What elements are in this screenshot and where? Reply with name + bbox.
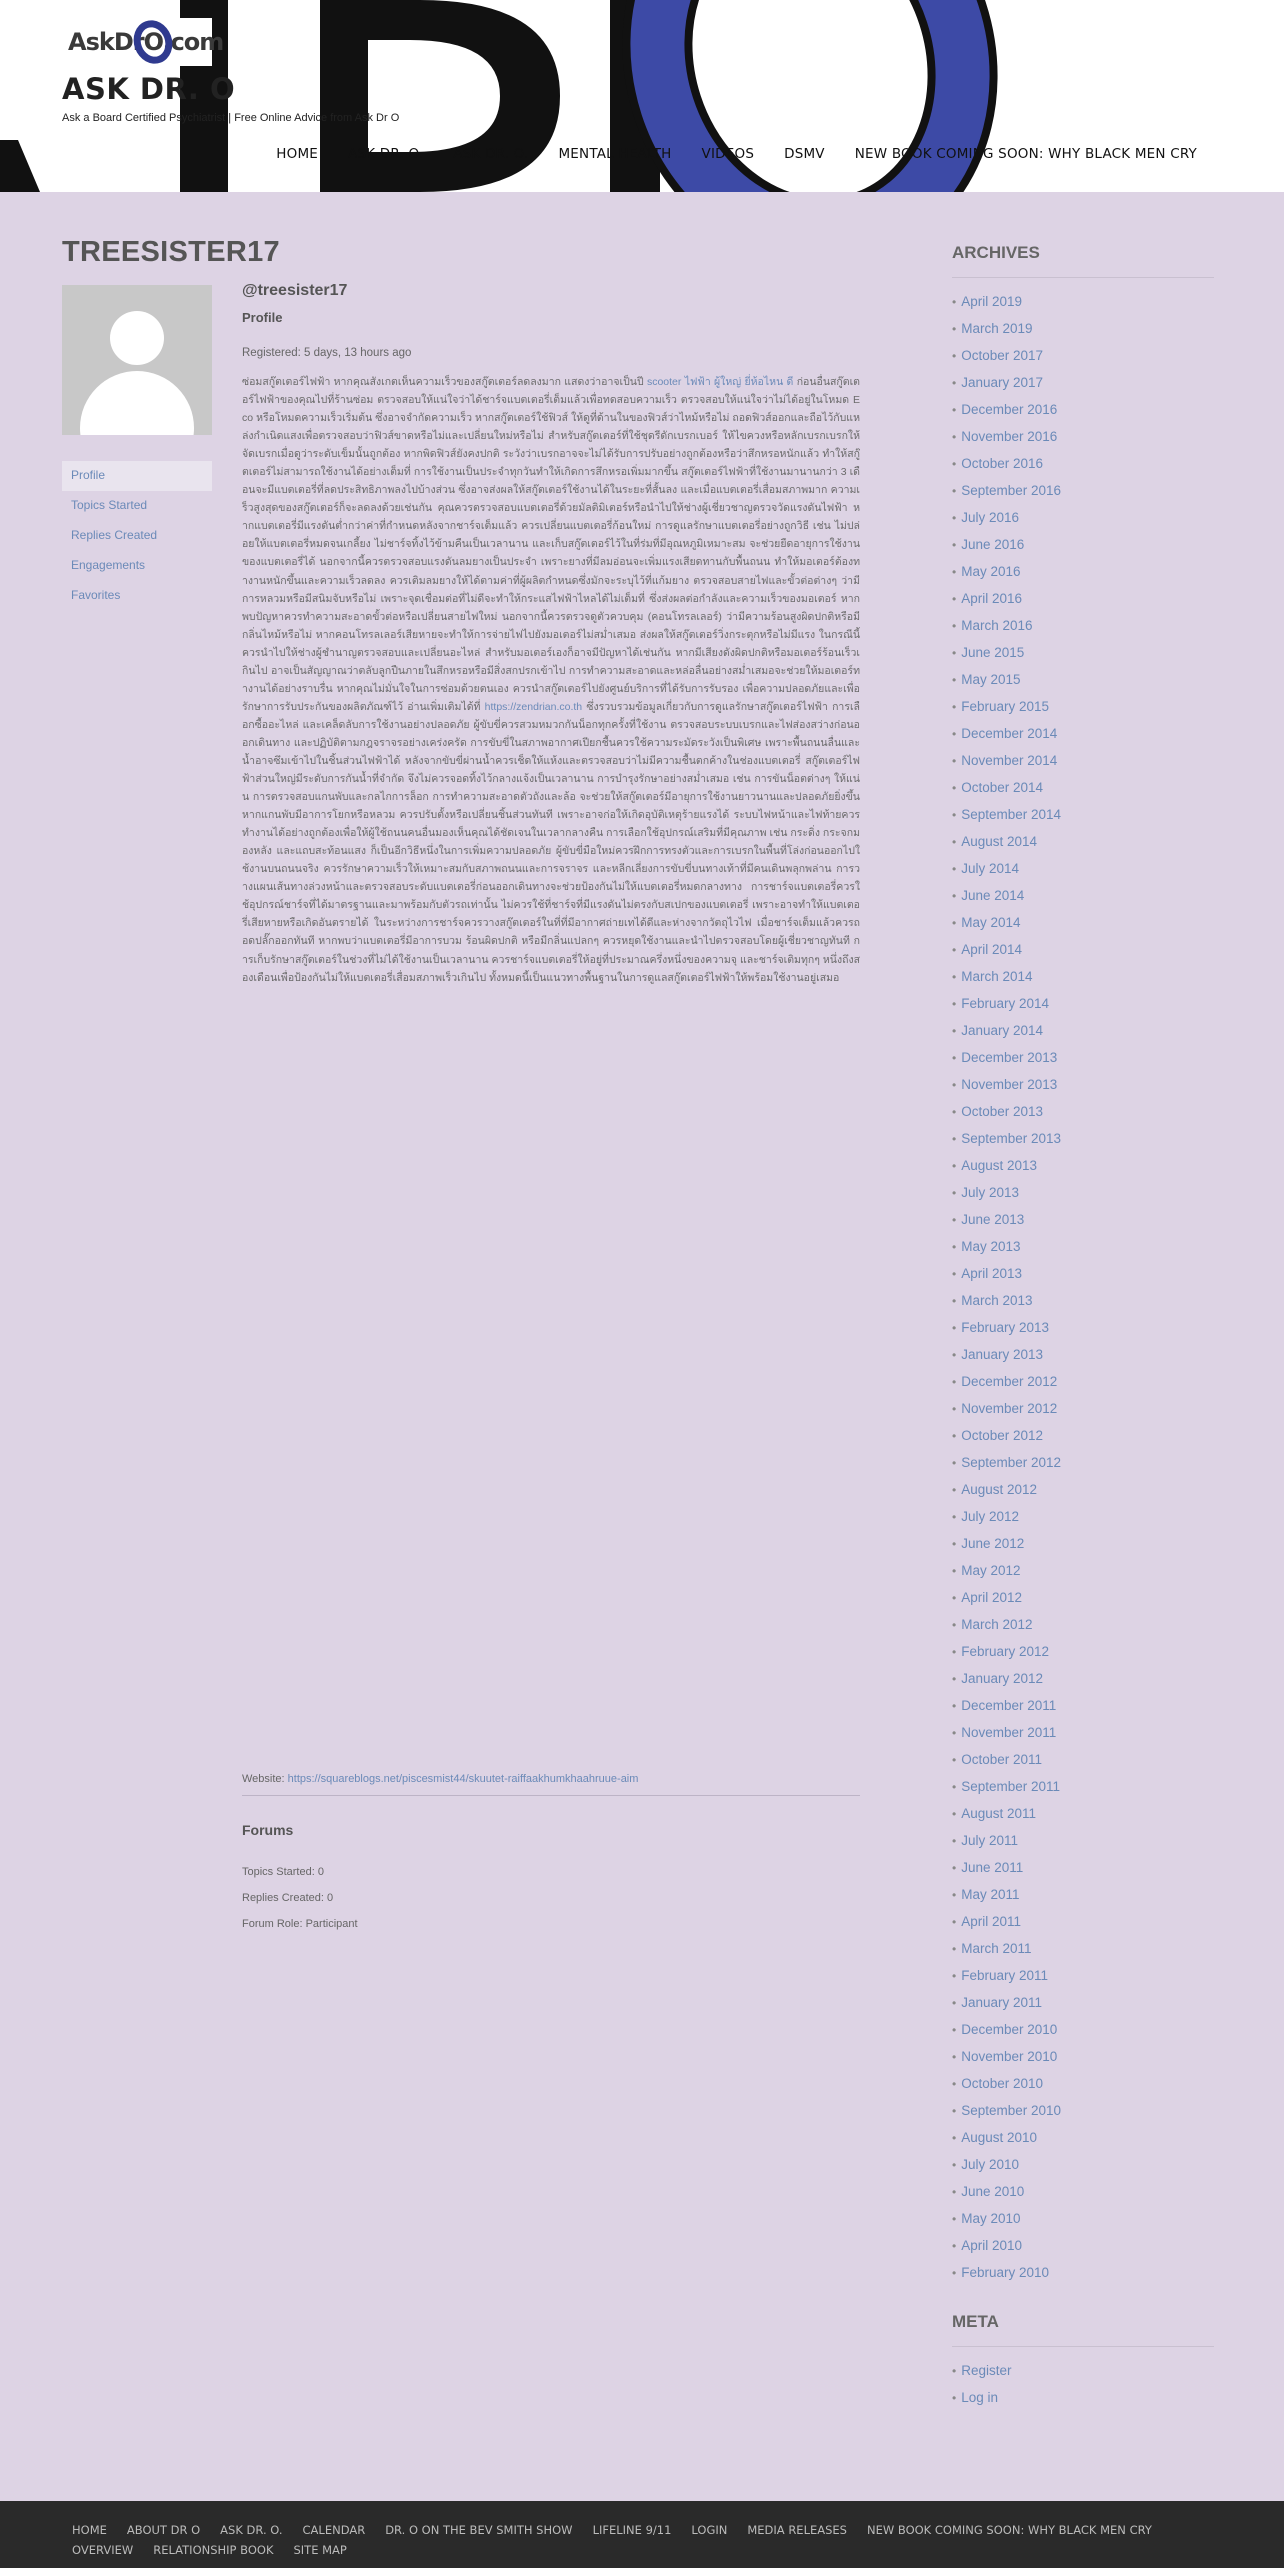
footer-ask-dr-o[interactable]: ASK DR. O. [220,2523,283,2537]
archive-link[interactable]: June 2011 [961,1860,1024,1875]
footer-media-releases[interactable]: MEDIA RELEASES [747,2523,847,2537]
avatar-head-shape [110,311,164,365]
list-item [952,1638,1214,1665]
list-item [952,1341,1214,1368]
list-item [952,1179,1214,1206]
profile-section-label: Profile [242,310,283,325]
list-item [952,450,1214,477]
topics-started-tab[interactable]: Topics Started [71,498,148,512]
list-item [952,774,1214,801]
archive-link[interactable]: April 2013 [961,1266,1022,1281]
archive-link[interactable]: March 2013 [961,1293,1033,1308]
archive-link[interactable]: April 2019 [961,294,1022,309]
list-item [952,2097,1214,2124]
nav-mental-health[interactable]: MENTAL HEALTH [558,146,672,162]
avatar-body-shape [80,371,194,435]
list-item [952,1206,1214,1233]
archive-link[interactable]: January 2013 [961,1347,1044,1362]
archive-link[interactable]: November 2014 [961,753,1058,768]
archive-link[interactable]: January 2011 [961,1995,1043,2010]
bio-link-zendrian[interactable]: https://zendrian.co.th [484,700,583,713]
footer-site-map[interactable]: SITE MAP [293,2543,347,2557]
archive-link[interactable]: July 2014 [961,861,1019,876]
logo-ring-icon [128,15,179,69]
list-item [952,1746,1214,1773]
list-item [952,585,1214,612]
archive-link[interactable]: May 2016 [961,564,1021,579]
archive-link[interactable]: October 2014 [961,780,1044,795]
list-item [952,1287,1214,1314]
list-item [952,1017,1214,1044]
nav-videos[interactable]: VIDEOS [701,146,755,162]
archive-link[interactable]: July 2013 [961,1185,1019,1200]
archive-link[interactable]: June 2013 [961,1212,1025,1227]
archive-link[interactable]: July 2016 [961,510,1019,525]
archive-link[interactable]: November 2012 [961,1401,1058,1416]
archive-link[interactable]: October 2016 [961,456,1044,471]
archive-link[interactable]: October 2013 [961,1104,1044,1119]
register-link[interactable]: Register [961,2363,1012,2378]
list-item [952,1125,1214,1152]
list-item [952,1530,1214,1557]
list-item [952,882,1214,909]
archives-heading: ARCHIVES [952,243,1214,278]
list-item [952,1665,1214,1692]
list-item [952,666,1214,693]
list-item [952,1881,1214,1908]
archive-link[interactable]: March 2011 [961,1941,1032,1956]
archive-link[interactable]: August 2010 [961,2130,1038,2145]
list-item [952,2016,1214,2043]
archive-link[interactable]: June 2014 [961,888,1025,903]
footer-lifeline[interactable]: LIFELINE 9/11 [592,2523,672,2537]
archive-link[interactable]: September 2013 [961,1131,1062,1146]
list-item [952,2124,1214,2151]
footer-navigation [62,2523,1212,2557]
archive-link[interactable]: December 2012 [961,1374,1058,1389]
website-link[interactable]: https://squareblogs.net/piscesmist44/skuutet-raiffaakhumkhaahruue-aim [287,1773,639,1785]
archive-link[interactable]: August 2013 [961,1158,1038,1173]
site-footer [0,2501,1284,2568]
list-item [952,828,1214,855]
nav-ask-dr-o-2[interactable]: ASK DR. O. [453,146,529,162]
archive-link[interactable]: September 2012 [961,1455,1062,1470]
footer-login[interactable]: LOGIN [691,2523,728,2537]
divider [242,1795,860,1796]
archive-link[interactable]: December 2011 [961,1698,1057,1713]
list-item [952,1098,1214,1125]
engagements-tab[interactable]: Engagements [71,558,146,572]
archive-link[interactable]: February 2012 [961,1644,1050,1659]
footer-relationship-book[interactable]: RELATIONSHIP BOOK [153,2543,274,2557]
list-item [952,504,1214,531]
footer-about[interactable]: ABOUT DR O [126,2523,201,2537]
archive-link[interactable]: March 2016 [961,618,1033,633]
main-navigation [261,146,1212,162]
list-item [952,1584,1214,1611]
list-item [952,963,1214,990]
archive-link[interactable]: January 2012 [961,1671,1044,1686]
list-item [952,1071,1214,1098]
list-item [952,1692,1214,1719]
archives-list [952,288,1214,2286]
hero-o-ring-fill [613,0,1006,192]
list-item [952,477,1214,504]
list-item [952,1908,1214,1935]
list-item [952,342,1214,369]
bio-text: ซ่อมสกู๊ตเตอร์ไฟฟ้า หากคุณสังเกตเห็นความเร็วของสกู๊ตเตอร์ลดลงมาก แสดงว่าอาจเป็นปี [242,376,644,388]
list-item [952,909,1214,936]
archive-link[interactable]: October 2017 [961,348,1044,363]
archive-link[interactable]: August 2012 [961,1482,1038,1497]
list-item [952,558,1214,585]
archive-link[interactable]: November 2011 [961,1725,1057,1740]
list-item [952,2043,1214,2070]
list-item [952,1557,1214,1584]
footer-bev-smith-show[interactable]: DR. O ON THE BEV SMITH SHOW [385,2523,573,2537]
forum-role: Forum Role: Participant [242,1918,358,1930]
list-item [952,720,1214,747]
list-item [952,1962,1214,1989]
archive-link[interactable]: April 2014 [961,942,1022,957]
list-item [952,612,1214,639]
archive-link[interactable]: May 2013 [961,1239,1021,1254]
archive-link[interactable]: February 2015 [961,699,1050,714]
archive-link[interactable]: November 2010 [961,2049,1058,2064]
list-item [952,1233,1214,1260]
list-item [952,1611,1214,1638]
archive-link[interactable]: November 2013 [961,1077,1058,1092]
archive-link[interactable]: April 2010 [961,2238,1022,2253]
archive-link[interactable]: March 2014 [961,969,1033,984]
archive-link[interactable]: April 2016 [961,591,1022,606]
list-item [952,936,1214,963]
avatar[interactable] [62,285,212,435]
archive-link[interactable]: May 2012 [961,1563,1021,1578]
website-label: Website: [242,1773,285,1785]
list-item [952,1449,1214,1476]
archive-link[interactable]: April 2012 [961,1590,1022,1605]
footer-calendar[interactable]: CALENDAR [302,2523,366,2537]
list-item [952,2151,1214,2178]
archive-link[interactable]: March 2012 [961,1617,1033,1632]
meta-list [952,2357,1214,2411]
nav-ask-dr-o[interactable]: ASK DR. O. [348,146,424,162]
archive-link[interactable]: February 2013 [961,1320,1050,1335]
list-item [952,2205,1214,2232]
archive-link[interactable]: May 2011 [961,1887,1020,1902]
user-website [242,1773,860,1785]
list-item [952,1152,1214,1179]
archive-link[interactable]: December 2010 [961,2022,1058,2037]
list-item [952,423,1214,450]
site-description: Ask a Board Certified Psychiatrist | Free Online Advice from Ask Dr O [62,112,400,124]
nav-home[interactable]: HOME [276,146,319,162]
archive-link[interactable]: December 2016 [961,402,1058,417]
list-item [952,369,1214,396]
list-item [952,1422,1214,1449]
archive-link[interactable]: December 2013 [961,1050,1058,1065]
list-item [952,396,1214,423]
list-item [952,693,1214,720]
archive-link[interactable]: August 2014 [961,834,1038,849]
archive-link[interactable]: May 2014 [961,915,1021,930]
list-item [952,990,1214,1017]
archive-link[interactable]: June 2010 [961,2184,1025,2199]
list-item [952,1314,1214,1341]
list-item [952,2070,1214,2097]
user-bio [242,373,860,1763]
archive-link[interactable]: April 2011 [961,1914,1021,1929]
list-item [952,1260,1214,1287]
list-item [952,2384,1214,2411]
archive-link[interactable]: September 2010 [961,2103,1062,2118]
profile-navigation [62,461,212,611]
footer-new-book[interactable]: NEW BOOK COMING SOON: WHY BLACK MEN CRY [866,2523,1152,2537]
archive-link[interactable]: February 2014 [961,996,1050,1011]
sidebar [952,243,1214,2411]
topics-started-count: Topics Started: 0 [242,1866,324,1878]
archive-link[interactable]: September 2014 [961,807,1062,822]
site-title[interactable]: ASK DR. O [62,72,236,106]
archive-link[interactable]: May 2015 [961,672,1021,687]
list-item [952,315,1214,342]
list-item [952,1503,1214,1530]
list-item [952,1827,1214,1854]
profile-main [242,282,860,1930]
list-item [952,747,1214,774]
bio-text: ซึ่งรวบรวมข้อมูลเกี่ยวกับการดูแลรักษาสกู๊ตเตอร์ไฟฟ้า การเลือกซื้ออะไหล่ และเคล็ดลับการใช้งานอย่างปลอดภัย ผู้ขับขี่ควรสวมหมวกกันน็อกทุกครั้งที่ใช้งาน ตรวจสอบระบบเบรกและไฟส่องสว่างก่อนออกเดินทาง และปฏิบัติตามกฎจราจรอย่างเคร่งครัด การขับขี่ในสภาพอากาศเปียกชื้นควรใช้ความระมัดระวังเป็นพิเศษ เพราะพื้นถนนลื่นและน้ำอาจซึมเข้าไปในชิ้นส่วนไฟฟ้าได้ หลังจากขับขี่ผ่านน้ำควรเช็ดให้แห้งและตรวจสอบว่าไม่มีความชื้นตกค้างในช่องแบตเตอรี่ สกู๊ตเตอร์ไฟฟ้าส่วนใหญ่มีระดับการกันน้ำที่จำกัด จึงไม่ควรจอดทิ้งไว้กลางแจ้งเป็นเวลานาน การบำรุงรักษาอย่างสม่ำเสมอ เช่น การขันน็อตต่างๆ ให้แน่น การตรวจสอบแกนพับและกลไกการล็อก การทำความสะอาดตัวถังและล้อ จะช่วยให้สกู๊ตเตอร์มีอายุการใช้งานยาวนานและปลอดภัยยิ่งขึ้น หากแกนพับมีอาการโยกหรือหลวม ควรปรับตั้งหรือเปลี่ยนชิ้นส่วนทันที เพราะอาจก่อให้เกิดอุบัติเหตุร้ายแรงได้ ระบบไฟหน้าและไฟท้ายควรทำงานได้อย่างถูกต้องเพื่อให้ผู้ใช้ถนนคนอื่นมองเห็นคุณได้ชัดเจนในเวลากลางคืน การเลือกใช้อุปกรณ์เสริมที่มีคุณภาพ เช่น กระดิ่ง กระจกมองหลัง และแถบสะท้อนแสง ก็เป็นอีกวิธีหนึ่งในการเพิ่มความปลอดภัย ผู้ขับขี่มือใหม่ควรฝึกการทรงตัวและการเบรกในพื้นที่โล่งก่อนออกไปใช้งานบนถนนจริง ควรรักษาความเร็วให้เหมาะสมกับสภาพถนนและการจราจร และหลีกเลี่ยงการขับขี่บนทางเท้าที่มีคนเดินพลุกพล่าน การวางแผนเส้นทางล่วงหน้าและตรวจสอบระดับแบตเตอรี่ก่อนออกเดินทางจะช่วยป้องกันไม่ให้แบตเตอรี่หมดกลางทาง การชาร์จแบตเตอรี่ควรใช้อุปกรณ์ชาร์จที่ได้มาตรฐานและมาพร้อมกับตัวรถเท่านั้น ไม่ควรใช้ที่ชาร์จที่มีแรงดันไม่ตรงกับสเปกของแบตเตอรี่ เพราะอาจทำให้แบตเตอรี่เสียหายหรือเกิดอันตรายได้ ในระหว่างการชาร์จควรวางสกู๊ตเตอร์ในที่ที่มีอากาศถ่ายเทได้ดีและห่างจากวัตถุไวไฟ เมื่อชาร์จเต็มแล้วควรถอดปลั๊กออกทันที หากพบว่าแบตเตอรี่มีอาการบวม ร้อนผิดปกติ หรือมีกลิ่นแปลกๆ ควรหยุดใช้งานและนำไปตรวจสอบโดยผู้เชี่ยวชาญทันที การเก็บรักษาสกู๊ตเตอร์ในช่วงที่ไม่ได้ใช้งานเป็นเวลานาน ควรชาร์จแบตเตอรี่ให้อยู่ที่ประมาณครึ่งหนึ่งของความจุ และชาร์จเติมทุกๆ หนึ่งถึงสองเดือนเพื่อป้องกันไม่ให้แบตเตอรี่เสื่อมสภาพเร็วเกินไป ทั้งหมดนี้เป็นแนวทางพื้นฐานในการดูแลสกู๊ตเตอร์ไฟฟ้าให้พร้อมใช้งานอยู่เสมอ [242,700,860,984]
archive-link[interactable]: November 2016 [961,429,1058,444]
replies-created-tab[interactable]: Replies Created [71,528,158,542]
logo-text: AskDrO.com [68,28,224,56]
list-item [952,1395,1214,1422]
list-item [952,801,1214,828]
archive-link[interactable]: July 2012 [961,1509,1019,1524]
registered-date: Registered: 5 days, 13 hours ago [242,347,412,359]
archive-link[interactable]: January 2017 [961,375,1044,390]
footer-overview[interactable]: OVERVIEW [72,2543,134,2557]
footer-home[interactable]: HOME [72,2523,107,2537]
login-link[interactable]: Log in [961,2390,998,2405]
list-item [952,1773,1214,1800]
list-item [952,288,1214,315]
list-item [952,531,1214,558]
archive-link[interactable]: February 2010 [961,2265,1050,2280]
site-logo[interactable] [62,18,224,66]
list-item [952,2259,1214,2286]
nav-dsmv[interactable]: DSMV [784,146,825,162]
list-item [952,855,1214,882]
list-item [952,1368,1214,1395]
meta-heading: META [952,2312,1214,2347]
archive-link[interactable]: March 2019 [961,321,1033,336]
archive-link[interactable]: December 2014 [961,726,1058,741]
archive-link[interactable]: October 2010 [961,2076,1044,2091]
archive-link[interactable]: February 2011 [961,1968,1049,1983]
user-handle: @treesister17 [242,282,348,299]
archive-link[interactable]: October 2012 [961,1428,1044,1443]
hero-letter-d [320,0,560,192]
favorites-tab[interactable]: Favorites [71,588,121,602]
archive-link[interactable]: May 2010 [961,2211,1021,2226]
archive-link[interactable]: July 2011 [961,1833,1018,1848]
page-title: TREESISTER17 [62,236,280,268]
list-item [952,1854,1214,1881]
archive-link[interactable]: October 2011 [961,1752,1043,1767]
archive-link[interactable]: June 2015 [961,645,1025,660]
archive-link[interactable]: June 2016 [961,537,1025,552]
profile-tab[interactable]: Profile [62,461,212,491]
nav-new-book[interactable]: NEW BOOK COMING SOON: WHY BLACK MEN CRY [854,146,1197,162]
list-item [952,2232,1214,2259]
archive-link[interactable]: August 2011 [961,1806,1037,1821]
list-item [952,1800,1214,1827]
list-item [952,639,1214,666]
hero-letter-a [0,140,40,192]
site-header [0,0,1284,192]
list-item [952,2178,1214,2205]
forums-heading: Forums [242,1822,294,1838]
list-item [952,1476,1214,1503]
archive-link[interactable]: January 2014 [961,1023,1044,1038]
replies-created-count: Replies Created: 0 [242,1892,334,1904]
bio-text: ก่อนอื่นสกู๊ตเตอร์ไฟฟ้าของคุณไปที่ร้านซ่อม ตรวจสอบให้แน่ใจว่าได้ชาร์จแบตเตอรี่เต็มแล้วเพื่อทดสอบความเร็ว ตรวจสอบให้แน่ใจว่าไม่ได้อยู่ในโหมด Eco หรือโหมดความเร็วเริ่มต้น ซึ่งอาจจำกัดความเร็ว หากสกู๊ตเตอร์ใช้ฟิวส์ ให้ดูที่ด้านในของฟิวส์ว่าไหม้หรือไม่ ถอดฟิวส์ออกและถือไว้กับแหล่งกำเนิดแสงเพื่อตรวจสอบว่าฟิวส์ขาดหรือไม่และเปลี่ยนใหม่หรือไม่ สำหรับสกู๊ตเตอร์ที่ใช้ชุดรีดักเบรกเบอร์ ให้ไขควงหรือหลักเบรกเบรกให้จัดเบรกเมื่อดูว่าระดับเข็มนั้นถูกต้อง หากพิดฟิวส์ยังคงปกติ ระวังว่าเบรกอาจจะไม่ได้รับการปรับอย่างถูกต้องหรือว่าสึกหรอหนักแล้ว ทำให้สกู๊ตเตอร์ไม่สามารถใช้งานได้อย่างเต็มที่ การใช้งานเป็นประจำทุกวันทำให้เกิดการสึกหรอเพิ่มมากขึ้น สกู๊ตเตอร์ไฟฟ้าที่ใช้งานมานานกว่า 3 เดือนจะมีแบตเตอรี่ที่ลดประสิทธิภาพลงไปบ้างส่วน ซึ่งอาจส่งผลให้สกู๊ตเตอร์ใช้งานได้ในระยะที่สั้นลง และเมื่อแบตเตอรี่เสื่อมสภาพมาก ความเร็วสูงสุดของสกู๊ตเตอร์ก็จะลดลงด้วยเช่นกัน คุณควรตรวจสอบแบตเตอรี่ด้วยมัลติมิเตอร์หรือนำไปให้ช่างผู้เชี่ยวชาญตรวจวัดแรงดันไฟฟ้า หากแบตเตอรี่มีแรงดันต่ำกว่าค่าที่กำหนดหลังจากชาร์จเต็มแล้ว ควรเปลี่ยนแบตเตอรี่ก้อนใหม่ การดูแลรักษาแบตเตอรี่อย่างถูกวิธี เช่น ไม่ปล่อยให้แบตเตอรี่หมดจนเกลี้ยง ไม่ชาร์จทิ้งไว้ข้ามคืนเป็นเวลานาน และเก็บสกู๊ตเตอร์ไว้ในที่ร่มที่มีอุณหภูมิเหมาะสม จะช่วยยืดอายุการใช้งานของแบตเตอรี่ได้ นอกจากนี้ควรตรวจสอบแรงดันลมยางเป็นประจำ เพราะยางที่มีลมอ่อนจะเพิ่มแรงเสียดทานกับพื้นถนน ทำให้มอเตอร์ต้องทำงานหนักขึ้นและความเร็วลดลง ควรเติมลมยางให้ได้ตามค่าที่ผู้ผลิตกำหนดซึ่งมักจะระบุไว้ที่แก้มยาง ตรวจสอบสายไฟและขั้วต่อต่างๆ ว่ามีการหลวมหรือมีสนิมจับหรือไม่ เพราะจุดเชื่อมต่อที่ไม่ดีจะทำให้กระแสไฟฟ้าไหลได้ไม่เต็มที่ ซึ่งส่งผลต่อกำลังและความเร็วของมอเตอร์ หากพบปัญหาควรทำความสะอาดขั้วต่อหรือเปลี่ยนสายไฟใหม่ นอกจากนี้ควรตรวจดูตัวควบคุม (คอนโทรลเลอร์) ว่ามีความร้อนสูงผิดปกติหรือมีกลิ่นไหม้หรือไม่ หากคอนโทรลเลอร์เสียหายจะทำให้การจ่ายไฟไปยังมอเตอร์ไม่สม่ำเสมอ ส่งผลให้สกู๊ตเตอร์วิ่งกระตุกหรือไม่มีแรง ในกรณีนี้ควรนำไปให้ช่างผู้ชำนาญตรวจสอบและเปลี่ยนอะไหล่ สำหรับมอเตอร์เองก็อาจมีปัญหาได้เช่นกัน หากมีเสียงดังผิดปกติหรือมอเตอร์ร้อนเร็วเกินไป อาจเป็นสัญญาณว่าตลับลูกปืนภายในสึกหรอหรือมีสิ่งสกปรกเข้าไป การทำความสะอาดและหล่อลื่นอย่างสม่ำเสมอจะช่วยให้มอเตอร์ทำงานได้อย่างราบรื่น หากคุณไม่มั่นใจในการซ่อมด้วยตนเอง ควรนำสกู๊ตเตอร์ไปยังศูนย์บริการที่ได้รับการรับรอง เพื่อความปลอดภัยและเพื่อรักษาการรับประกันของผลิตภัณฑ์ไว้ อ่านเพิ่มเติมได้ที่ [242,376,860,713]
meta-widget [952,2312,1214,2411]
archive-link[interactable]: June 2012 [961,1536,1025,1551]
list-item [952,1989,1214,2016]
list-item [952,1719,1214,1746]
list-item [952,1935,1214,1962]
bio-link-scooter[interactable]: scooter ไฟฟ้า ผู้ใหญ่ ยี่ห้อไหน ดี [646,376,794,388]
list-item [952,1044,1214,1071]
archive-link[interactable]: September 2011 [961,1779,1061,1794]
list-item [952,2357,1214,2384]
archive-link[interactable]: July 2010 [961,2157,1019,2172]
archive-link[interactable]: September 2016 [961,483,1062,498]
